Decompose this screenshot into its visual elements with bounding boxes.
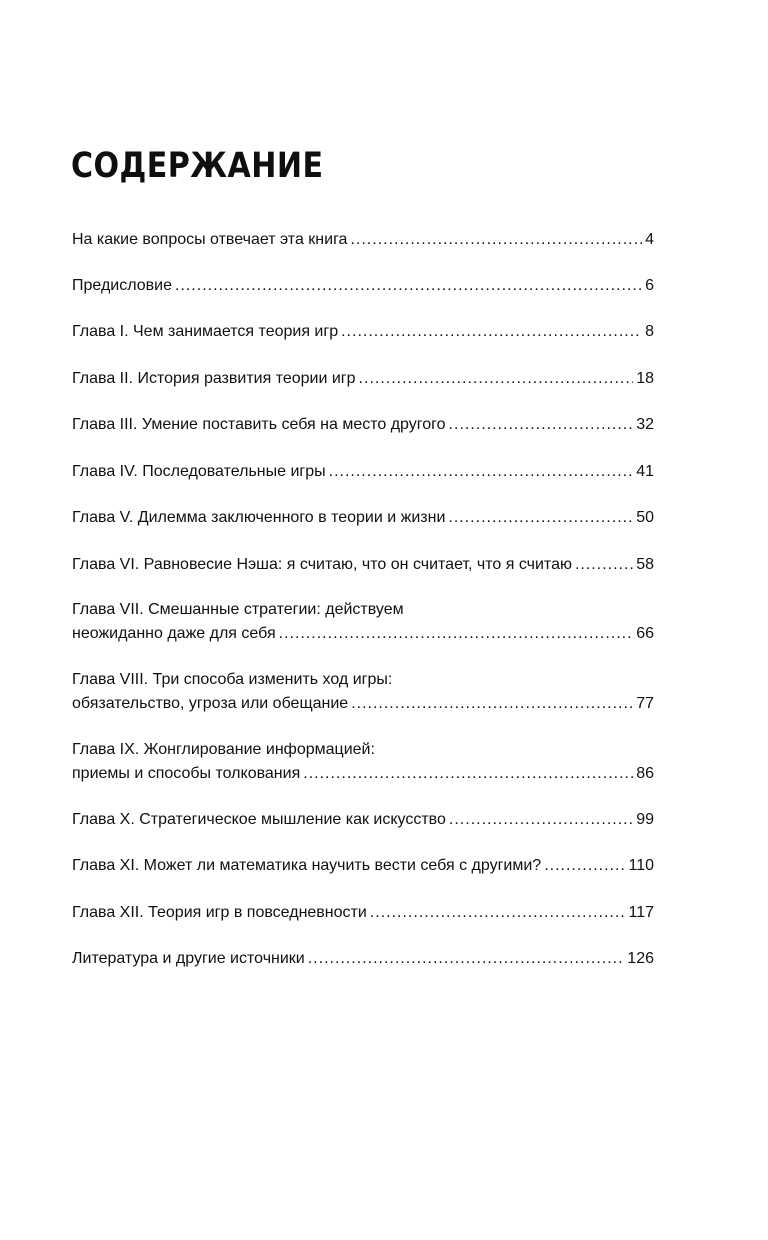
toc-entry-title: Литература и другие источники <box>72 950 305 967</box>
toc-page-number: 18 <box>636 370 654 387</box>
toc-page-number: 110 <box>628 857 654 874</box>
leader-dots <box>175 274 642 298</box>
page-title: СОДЕРЖАНИЕ <box>71 146 324 186</box>
toc-entry-title: Глава III. Умение поставить себя на место другого <box>72 416 446 433</box>
leader-dots <box>575 553 633 577</box>
leader-dots <box>370 901 626 925</box>
toc-entry-title-line: Глава IX. Жонглирование информацией: <box>72 741 375 758</box>
toc-entry-title: Глава VI. Равновесие Нэша: я считаю, что он считает, что я считаю <box>72 556 572 573</box>
leader-dots <box>449 413 634 437</box>
toc-entry-title: Глава IV. Последовательные игры <box>72 463 326 480</box>
toc-entry[interactable] <box>72 274 654 298</box>
leader-dots <box>308 947 625 971</box>
toc-entry[interactable] <box>72 413 654 437</box>
toc-entry[interactable] <box>72 808 654 832</box>
toc-entry-title: Глава I. Чем занимается теория игр <box>72 323 339 340</box>
leader-dots <box>303 762 633 786</box>
toc-entry-title-line: Глава VII. Смешанные стратегии: действуем <box>72 601 404 618</box>
leader-dots <box>359 367 634 391</box>
toc-page-number: 8 <box>645 323 654 340</box>
toc-entry[interactable] <box>72 460 654 484</box>
leader-dots <box>544 854 625 878</box>
leader-dots <box>350 228 642 252</box>
toc-entry-title: Предисловие <box>72 277 172 294</box>
toc-page-number: 50 <box>636 509 654 526</box>
toc-entry-title: неожиданно даже для себя <box>72 625 276 642</box>
toc-entry-title-line: Глава VIII. Три способа изменить ход игры: <box>72 671 393 688</box>
toc-page-number: 77 <box>636 695 654 712</box>
toc-entry-title: приемы и способы толкования <box>72 765 301 782</box>
toc-entry-title: обязательство, угроза или обещание <box>72 695 349 712</box>
toc-page-number: 41 <box>636 463 654 480</box>
toc-page-number: 32 <box>636 416 654 433</box>
toc-page-number: 126 <box>627 950 654 967</box>
toc-entry[interactable] <box>72 598 654 646</box>
toc-entry[interactable] <box>72 367 654 391</box>
toc-entry[interactable] <box>72 668 654 716</box>
leader-dots <box>351 692 633 716</box>
leader-dots <box>279 622 634 646</box>
toc-entry-title: Глава XII. Теория игр в повседневности <box>72 904 367 921</box>
leader-dots <box>448 506 633 530</box>
toc-page-number: 6 <box>645 277 654 294</box>
toc-entry[interactable] <box>72 228 654 252</box>
toc-entry[interactable] <box>72 738 654 786</box>
toc-entry[interactable] <box>72 320 654 344</box>
leader-dots <box>449 808 633 832</box>
toc-page-number: 99 <box>636 811 654 828</box>
toc-entry[interactable] <box>72 901 654 925</box>
toc-page-number: 58 <box>636 556 654 573</box>
toc-entry[interactable] <box>72 506 654 530</box>
toc-page-number: 117 <box>628 904 654 921</box>
toc-entry[interactable] <box>72 854 654 878</box>
toc-entry[interactable] <box>72 553 654 577</box>
toc-entry-title: Глава X. Стратегическое мышление как искусство <box>72 811 446 828</box>
toc-entry-title: Глава II. История развития теории игр <box>72 370 356 387</box>
toc-page-number: 4 <box>645 231 654 248</box>
toc-page-number: 66 <box>636 625 654 642</box>
toc-entry[interactable] <box>72 947 654 971</box>
toc-page-number: 86 <box>636 765 654 782</box>
leader-dots <box>329 460 634 484</box>
toc-entry-title: Глава V. Дилемма заключенного в теории и жизни <box>72 509 446 526</box>
toc-entry-title: На какие вопросы отвечает эта книга <box>72 231 348 248</box>
leader-dots <box>341 320 642 344</box>
toc-entry-title: Глава XI. Может ли математика научить вести себя с другими? <box>72 857 542 874</box>
